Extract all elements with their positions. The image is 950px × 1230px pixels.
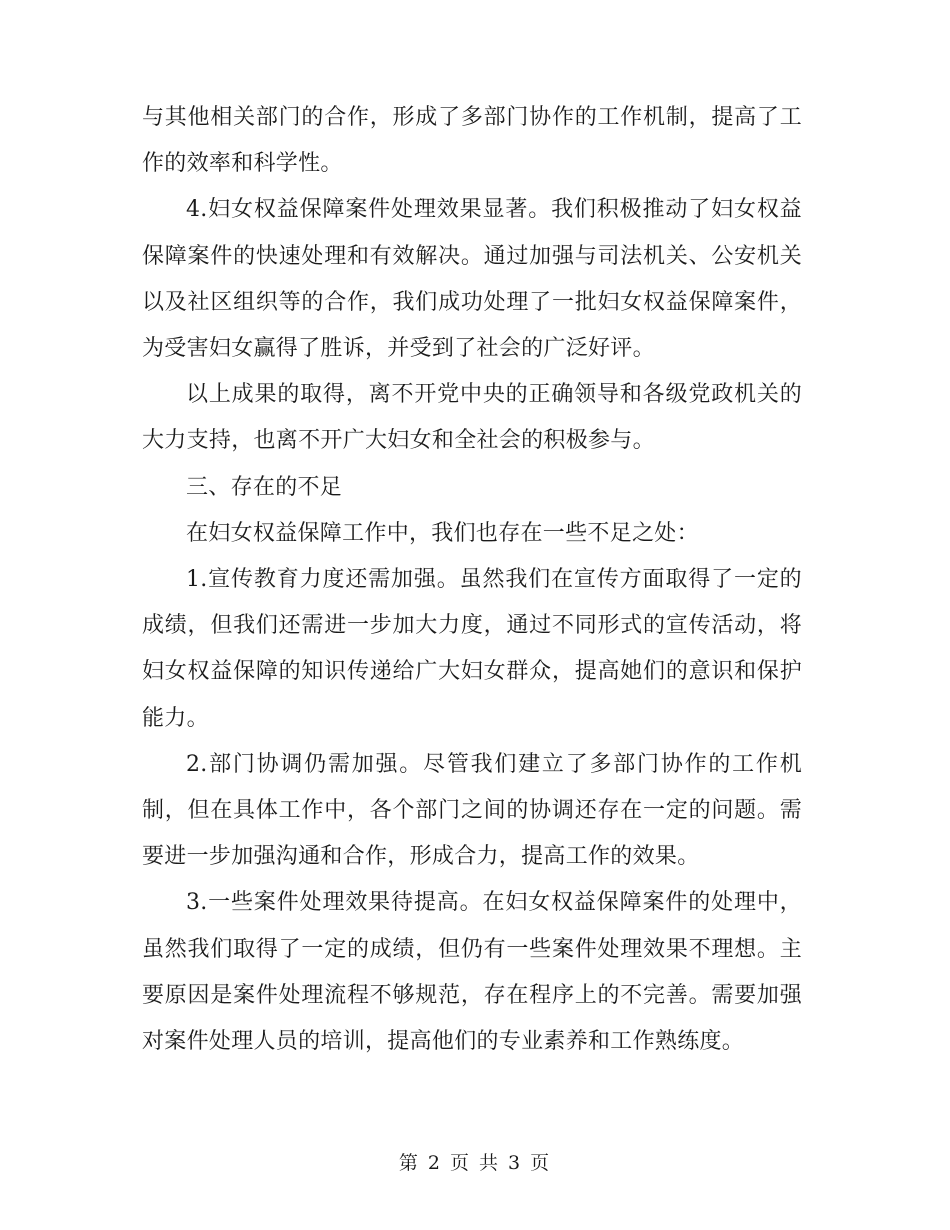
section-heading-shortcomings: 三、存在的不足	[186, 474, 343, 500]
page-footer	[0, 1148, 950, 1175]
paragraph-shortcomings-intro: 在妇女权益保障工作中，我们也存在一些不足之处：	[186, 520, 699, 546]
paragraph-continuation: 与其他相关部门的合作，形成了多部门协作的工作机制，提高了工作的效率和科学性。	[142, 105, 802, 177]
paragraph-shortcoming-2: 2.部门协调仍需加强。尽管我们建立了多部门协作的工作机制，但在具体工作中，各个部门之间的协调还存在一定的问题。需要进一步加强沟通和合作，形成合力，提高工作的效果。	[142, 751, 802, 870]
document-body	[142, 95, 802, 1065]
paragraph-shortcoming-1: 1.宣传教育力度还需加强。虽然我们在宣传方面取得了一定的成绩，但我们还需进一步加大力度，通过不同形式的宣传活动，将妇女权益保障的知识传递给广大妇女群众，提高她们的意识和保护能力。	[142, 567, 802, 731]
paragraph-shortcoming-3: 3.一些案件处理效果待提高。在妇女权益保障案件的处理中，虽然我们取得了一定的成绩，但仍有一些案件处理效果不理想。主要原因是案件处理流程不够规范，存在程序上的不完善。需要加强对案件处理人员的培训，提高他们的专业素养和工作熟练度。	[142, 890, 802, 1055]
paragraph-item-4: 4.妇女权益保障案件处理效果显著。我们积极推动了妇女权益保障案件的快速处理和有效解决。通过加强与司法机关、公安机关以及社区组织等的合作，我们成功处理了一批妇女权益保障案件，为受害妇女赢得了胜诉，并受到了社会的广泛好评。	[142, 197, 802, 362]
page-number-indicator: 第 2 页 共 3 页	[398, 1152, 552, 1174]
paragraph-summary: 以上成果的取得，离不开党中央的正确领导和各级党政机关的大力支持，也离不开广大妇女和全社会的积极参与。	[142, 382, 802, 454]
